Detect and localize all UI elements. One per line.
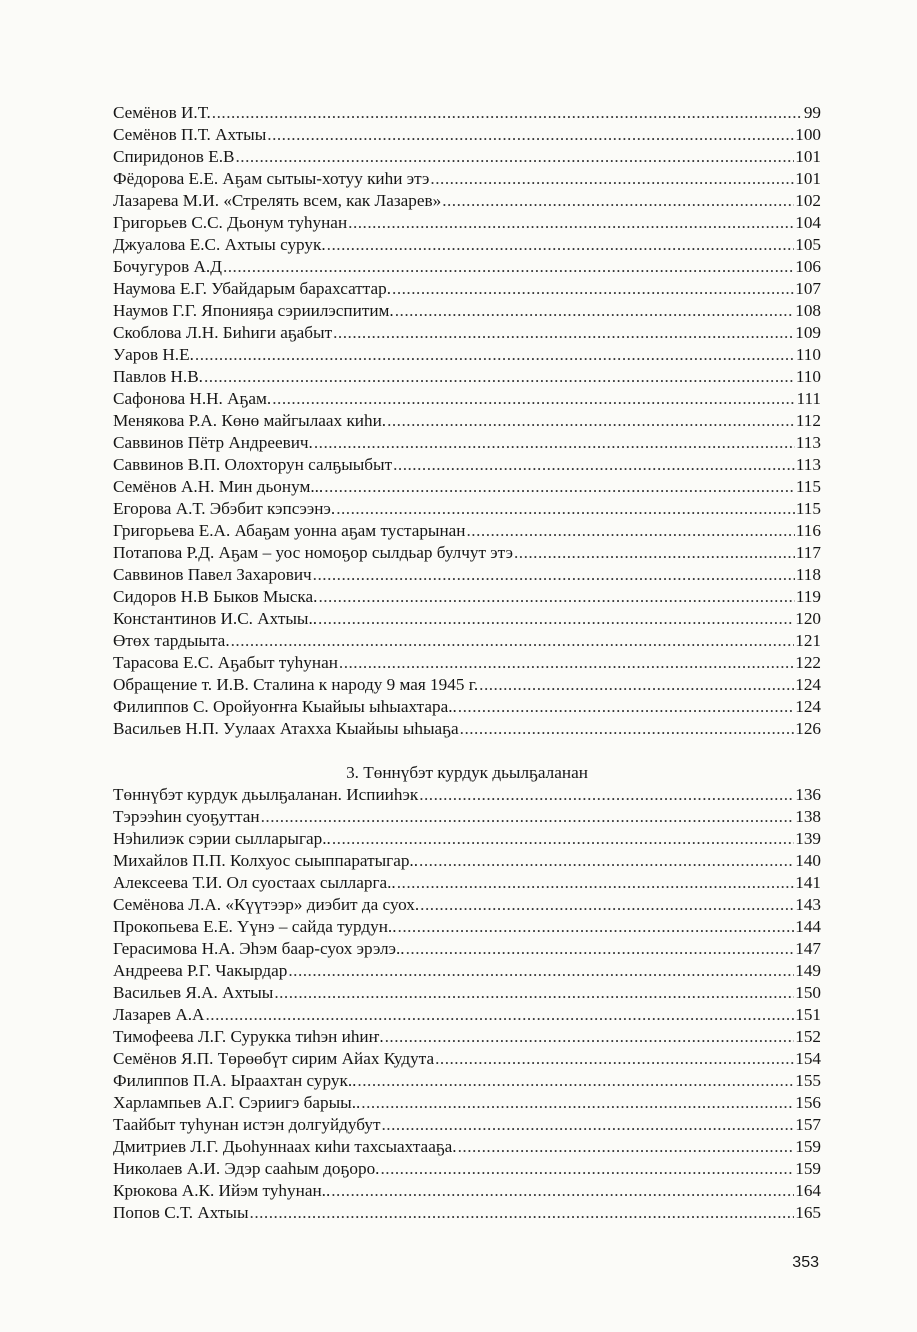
toc-entry	[113, 718, 821, 740]
dot-leader	[250, 1202, 795, 1224]
toc-entry-page: 147	[795, 939, 821, 958]
toc-entry-page: 126	[795, 719, 821, 738]
toc-entry-title: Төннүбэт курдук дьылҕаланан. Испииһэк	[113, 785, 419, 804]
dot-leader	[205, 1004, 794, 1026]
dot-leader	[313, 564, 795, 586]
toc-entry-page: 151	[795, 1005, 821, 1024]
toc-entry-page: 101	[795, 169, 821, 188]
toc-entry-title: Спиридонов Е.В	[113, 147, 235, 166]
toc-entry-title: Семёнов Я.П. Төрөөбүт сирим Айах Кудута	[113, 1049, 435, 1068]
dot-leader	[387, 410, 795, 432]
toc-entry-page: 120	[795, 609, 821, 628]
toc-entry-title: Попов С.Т. Ахтыы	[113, 1203, 249, 1222]
toc-entry	[113, 1026, 821, 1048]
toc-entry	[113, 1004, 821, 1026]
toc-entry-title: Лазарева М.И. «Стрелять всем, как Лазарев»	[113, 191, 442, 210]
toc-entry-title: Григорьев С.С. Дьонум туһунан	[113, 213, 348, 232]
toc-entry-title: Наумова Е.Г. Убайдарым барахсаттар.	[113, 279, 392, 298]
dot-leader	[361, 1092, 794, 1114]
dot-leader	[380, 1158, 794, 1180]
toc-entry-page: 112	[795, 411, 821, 430]
dot-leader	[393, 454, 795, 476]
dot-leader	[397, 872, 794, 894]
toc-entry	[113, 124, 821, 146]
toc-entry	[113, 146, 821, 168]
toc-entry-page: 113	[795, 455, 821, 474]
dot-leader	[324, 476, 795, 498]
toc-entry-title: Сидоров Н.В Быков Мыска.	[113, 587, 318, 606]
dot-leader	[419, 850, 794, 872]
dot-leader	[419, 784, 794, 806]
dot-leader	[223, 256, 794, 278]
toc-entry-title: Герасимова Н.А. Эһэм баар-суох эрэлэ..	[113, 939, 405, 958]
toc-entry-title: Потапова Р.Д. Аҕам – уос номоҕор сылдьар булчут этэ	[113, 543, 513, 562]
toc-entry	[113, 1092, 821, 1114]
toc-entry-title: Скоблова Л.Н. Биһиги аҕабыт	[113, 323, 333, 342]
dot-leader	[235, 146, 794, 168]
toc-entry-title: Өтөх тардыыта.	[113, 631, 230, 650]
dot-leader	[274, 982, 794, 1004]
toc-entry	[113, 476, 821, 498]
section-heading: 3. Төннүбэт курдук дьылҕаланан	[346, 763, 588, 782]
toc-entry-title: Бочугуров А.Д	[113, 257, 222, 276]
toc-entry-title: Филиппов П.А. Ыраахтан сурук..	[113, 1071, 357, 1090]
toc-entry-page: 159	[795, 1159, 821, 1178]
dot-leader	[204, 366, 795, 388]
toc-entry	[113, 916, 821, 938]
dot-leader	[385, 1026, 795, 1048]
toc-entry-page: 117	[795, 543, 821, 562]
dot-leader	[336, 498, 795, 520]
toc-entry	[113, 564, 821, 586]
toc-entry-title: Нэһилиэк сэрии сылларыгар..	[113, 829, 331, 848]
toc-entry-page: 122	[795, 653, 821, 672]
toc-entry	[113, 938, 821, 960]
toc-entry	[113, 784, 821, 806]
toc-entry-title: Семёнов И.Т.	[113, 103, 211, 122]
toc-entry-page: 108	[795, 301, 821, 320]
dot-leader	[348, 212, 794, 234]
toc-entry-title: Семёнова Л.А. «Күүтээр» диэбит да суох.	[113, 895, 420, 914]
dot-leader	[430, 168, 794, 190]
dot-leader	[395, 300, 795, 322]
toc-entry	[113, 366, 821, 388]
toc-entry	[113, 1114, 821, 1136]
toc-entry-page: 113	[795, 433, 821, 452]
page-number: 353	[792, 1254, 819, 1271]
toc-entry	[113, 454, 821, 476]
toc-entry	[113, 1070, 821, 1092]
dot-leader	[288, 960, 794, 982]
toc-entry	[113, 212, 821, 234]
toc-entry	[113, 542, 821, 564]
dot-leader	[458, 696, 794, 718]
toc-entry-title: Тарасова Е.С. Аҕабыт туһунан	[113, 653, 338, 672]
dot-leader	[314, 432, 795, 454]
toc-entry-title: Васильев Я.А. Ахтыы	[113, 983, 274, 1002]
dot-leader	[514, 542, 795, 564]
toc-entry	[113, 674, 821, 696]
toc-entry-title: Семёнов П.Т. Ахтыы	[113, 125, 267, 144]
toc-entry-title: Наумов Г.Г. Японияҕа сэриилэспитим.	[113, 301, 394, 320]
dot-leader	[333, 322, 794, 344]
toc-entry-page: 102	[795, 191, 821, 210]
toc-entry-page: 136	[795, 785, 821, 804]
toc-entry	[113, 960, 821, 982]
dot-leader	[318, 586, 794, 608]
toc-entry-title: Таайбыт туһунан истэн долгуйдубут	[113, 1115, 381, 1134]
toc-entry	[113, 982, 821, 1004]
toc-entry-title: Алексеева Т.И. Ол суостаах сылларга..	[113, 873, 396, 892]
dot-leader	[382, 1114, 795, 1136]
toc-entry-page: 115	[795, 499, 821, 518]
toc-entry-page: 141	[795, 873, 821, 892]
toc-entry-title: Лазарев А.А	[113, 1005, 205, 1024]
toc-entry	[113, 344, 821, 366]
toc-entry-page: 138	[795, 807, 821, 826]
toc-entry	[113, 894, 821, 916]
toc-entry-page: 140	[795, 851, 821, 870]
dot-leader	[458, 1136, 795, 1158]
dot-leader	[339, 652, 794, 674]
toc-entry-page: 104	[795, 213, 821, 232]
toc-entry-title: Тимофеева Л.Г. Сурукка тиһэн иһиҥ.	[113, 1027, 384, 1046]
dot-leader	[460, 718, 795, 740]
toc-entry-title: Николаев А.И. Эдэр сааһым доҕоро.	[113, 1159, 380, 1178]
dot-leader	[327, 234, 795, 256]
toc-entry	[113, 234, 821, 256]
toc-entry-page: 124	[795, 697, 821, 716]
toc-entry-page: 110	[795, 345, 821, 364]
dot-leader	[231, 630, 795, 652]
dot-leader	[261, 806, 795, 828]
toc-entry	[113, 1158, 821, 1180]
toc-entry-page: 144	[795, 917, 821, 936]
dot-leader	[467, 520, 795, 542]
dot-leader	[195, 344, 795, 366]
toc-entry	[113, 168, 821, 190]
toc-entry	[113, 1136, 821, 1158]
dot-leader	[357, 1070, 794, 1092]
toc-entry-title: Саввинов Павел Захарович	[113, 565, 312, 584]
toc-entry-title: Уаров Н.Е.	[113, 345, 194, 364]
toc-entry	[113, 388, 821, 410]
toc-entry	[113, 1048, 821, 1070]
toc-entry-title: Егорова А.Т. Эбэбит кэпсээнэ.	[113, 499, 336, 518]
toc-entry-title: Тэрээһин суоҕуттан	[113, 807, 260, 826]
dot-leader	[435, 1048, 794, 1070]
toc-entry-page: 124	[795, 675, 821, 694]
toc-entry-page: 164	[795, 1181, 821, 1200]
toc-entry-title: Васильев Н.П. Уулаах Атахха Кыайыы ыһыаҕа	[113, 719, 459, 738]
toc-entry-page: 116	[795, 521, 821, 540]
toc-entry-title: Менякова Р.А. Көнө майгылаах киһи.	[113, 411, 387, 430]
table-of-contents	[113, 102, 821, 1224]
toc-entry-page: 150	[795, 983, 821, 1002]
toc-entry-title: Семёнов А.Н. Мин дьонум...	[113, 477, 324, 496]
toc-entry-page: 157	[795, 1115, 821, 1134]
toc-entry	[113, 696, 821, 718]
dot-leader	[420, 894, 794, 916]
toc-entry	[113, 652, 821, 674]
toc-entry-title: Прокопьева Е.Е. Үүнэ – сайда турдун..	[113, 917, 397, 936]
toc-entry	[113, 322, 821, 344]
toc-entry-page: 119	[795, 587, 821, 606]
toc-entry-page: 139	[795, 829, 821, 848]
dot-leader	[318, 608, 794, 630]
toc-entry-title: Павлов Н.В.	[113, 367, 203, 386]
toc-entry	[113, 872, 821, 894]
toc-entry-title: Филиппов С. Оройуоҥҥа Кыайыы ыһыахтара..	[113, 697, 457, 716]
dot-leader	[331, 1180, 794, 1202]
toc-entry	[113, 256, 821, 278]
toc-entry-title: Андреева Р.Г. Чакырдар	[113, 961, 288, 980]
toc-entry	[113, 410, 821, 432]
toc-entry-page: 107	[795, 279, 821, 298]
dot-leader	[212, 102, 803, 124]
toc-entry-title: Саввинов В.П. Олохторун салҕыыбыт	[113, 455, 393, 474]
toc-part-3	[113, 784, 821, 1224]
toc-entry-page: 159	[795, 1137, 821, 1156]
toc-entry-page: 115	[795, 477, 821, 496]
toc-entry-page: 155	[795, 1071, 821, 1090]
toc-entry	[113, 608, 821, 630]
dot-leader	[332, 828, 794, 850]
dot-leader	[392, 278, 794, 300]
toc-entry-title: Саввинов Пётр Андреевич.	[113, 433, 313, 452]
toc-entry	[113, 586, 821, 608]
toc-entry-page: 156	[795, 1093, 821, 1112]
toc-part-1	[113, 102, 821, 740]
dot-leader	[398, 916, 795, 938]
toc-entry	[113, 300, 821, 322]
toc-entry-page: 109	[795, 323, 821, 342]
toc-entry-page: 110	[795, 367, 821, 386]
toc-entry-title: Константинов И.С. Ахтыы..	[113, 609, 318, 628]
toc-entry	[113, 278, 821, 300]
toc-entry	[113, 1202, 821, 1224]
dot-leader	[442, 190, 794, 212]
toc-entry-title: Михайлов П.П. Колхуос сыыппаратыгар..	[113, 851, 419, 870]
toc-entry-title: Обращение т. И.В. Сталина к народу 9 мая 1945 г.	[113, 675, 479, 694]
toc-entry-title: Сафонова Н.Н. Аҕам.	[113, 389, 272, 408]
toc-entry-page: 118	[795, 565, 821, 584]
toc-entry-page: 100	[795, 125, 821, 144]
toc-entry	[113, 828, 821, 850]
toc-entry	[113, 432, 821, 454]
toc-entry-page: 165	[795, 1203, 821, 1222]
toc-entry	[113, 630, 821, 652]
toc-entry	[113, 850, 821, 872]
dot-leader	[479, 674, 794, 696]
toc-entry-title: Григорьева Е.А. Абаҕам уонна аҕам тустарынан	[113, 521, 466, 540]
toc-entry-page: 149	[795, 961, 821, 980]
toc-entry	[113, 520, 821, 542]
toc-entry-page: 111	[796, 389, 821, 408]
toc-entry	[113, 1180, 821, 1202]
toc-entry-page: 152	[795, 1027, 821, 1046]
toc-entry	[113, 498, 821, 520]
toc-entry-title: Фёдорова Е.Е. Аҕам сытыы-хотуу киһи этэ	[113, 169, 430, 188]
toc-entry-page: 106	[795, 257, 821, 276]
dot-leader	[406, 938, 795, 960]
dot-leader	[272, 388, 795, 410]
toc-entry-page: 154	[795, 1049, 821, 1068]
toc-entry-page: 99	[803, 103, 821, 122]
toc-entry	[113, 806, 821, 828]
toc-entry-page: 101	[795, 147, 821, 166]
dot-leader	[267, 124, 794, 146]
toc-entry-title: Крюкова А.К. Ийэм туһунан..	[113, 1181, 331, 1200]
toc-entry-page: 105	[795, 235, 821, 254]
toc-entry-title: Харлампьев А.Г. Сэриигэ барыы..	[113, 1093, 361, 1112]
toc-entry-title: Джуалова Е.С. Ахтыы сурук.	[113, 235, 326, 254]
toc-entry	[113, 102, 821, 124]
toc-entry-page: 121	[795, 631, 821, 650]
toc-entry	[113, 190, 821, 212]
toc-entry-title: Дмитриев Л.Г. Дьоһуннаах киһи тахсыахтааҕа.	[113, 1137, 457, 1156]
toc-entry-page: 143	[795, 895, 821, 914]
